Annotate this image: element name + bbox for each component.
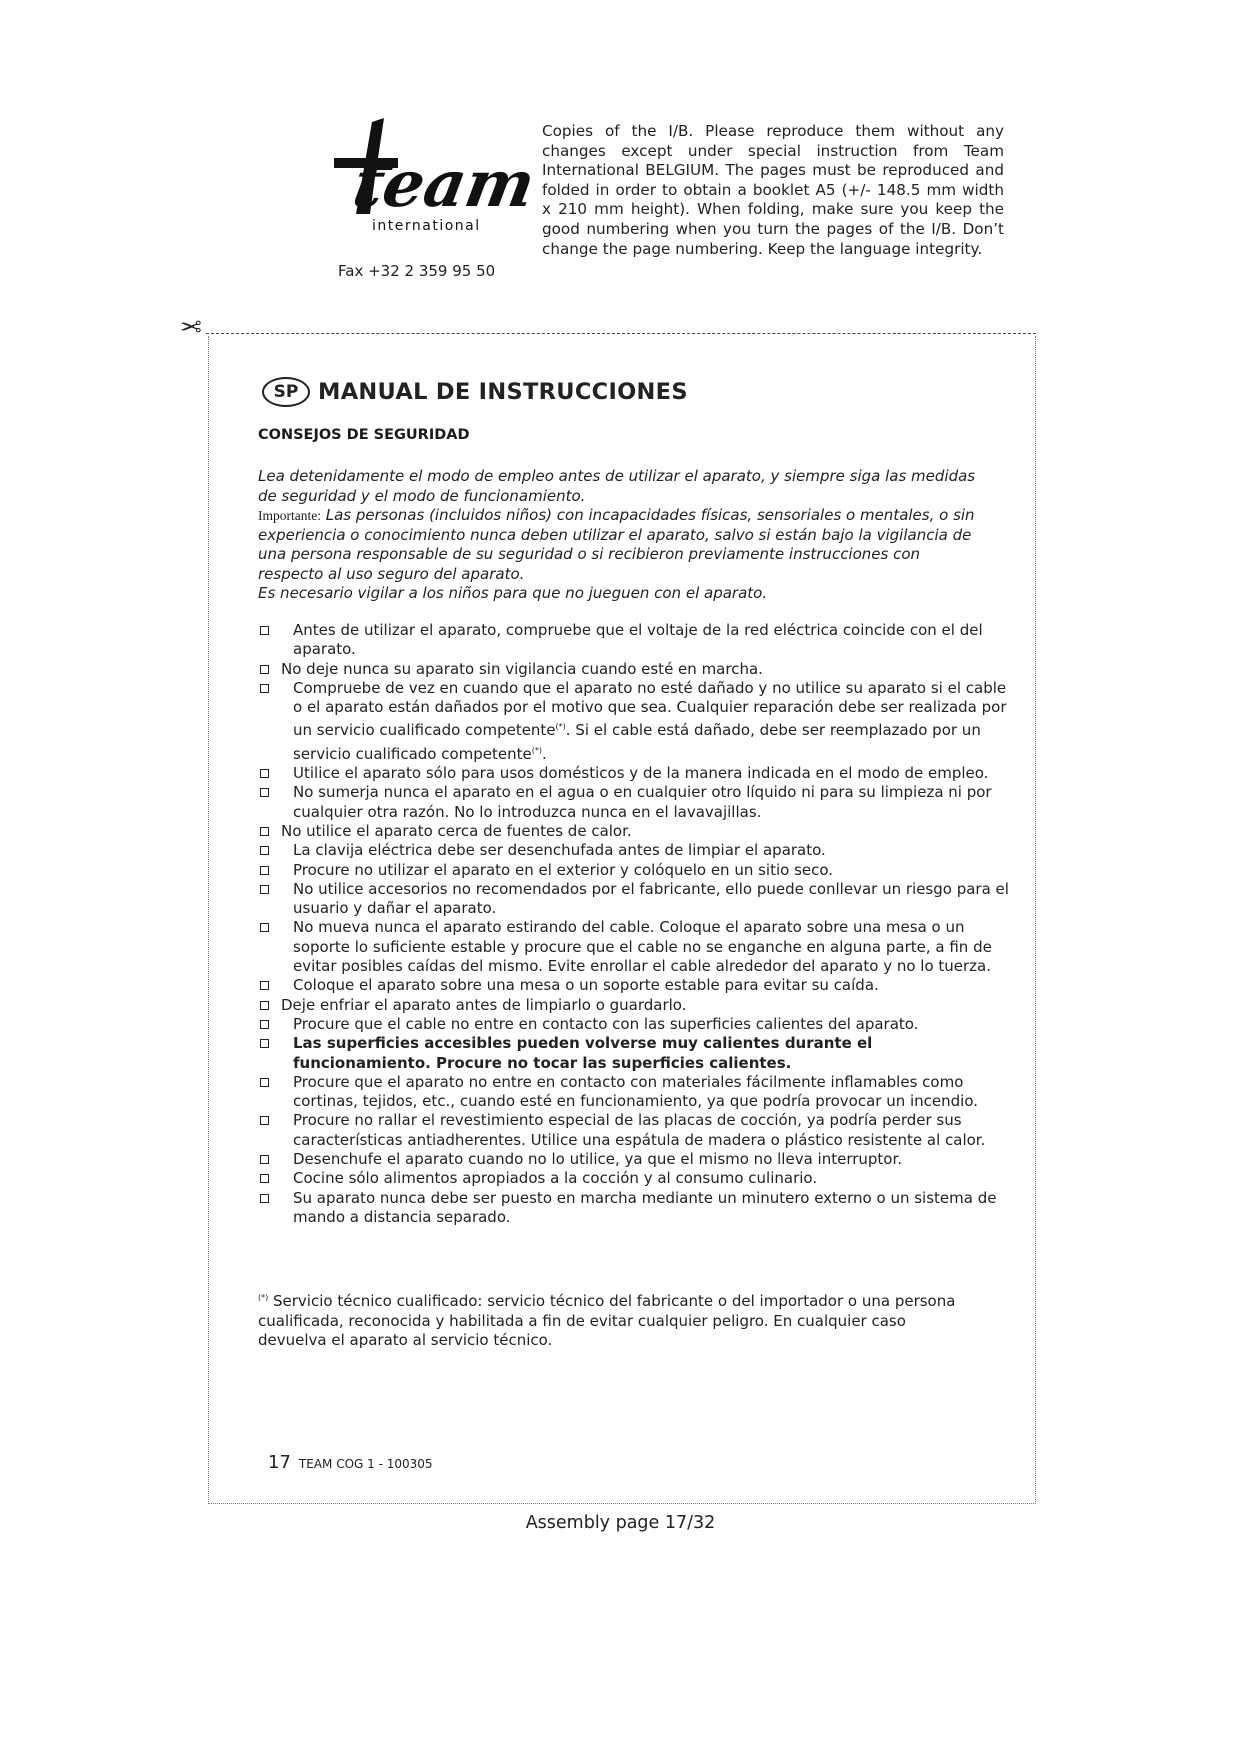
- list-item: Desenchufe el aparato cuando no lo utilice, ya que el mismo no lleva interruptor.: [260, 1150, 1012, 1169]
- checkbox-bullet-icon: [260, 846, 269, 855]
- list-item: Procure no utilizar el aparato en el exterior y colóquelo en un sitio seco.: [260, 861, 1012, 880]
- list-item: No utilice el aparato cerca de fuentes de calor.: [260, 822, 1012, 841]
- intro-paragraph-3: Es necesario vigilar a los niños para que no jueguen con el aparato.: [258, 584, 768, 602]
- checkbox-bullet-icon: [260, 1194, 269, 1203]
- team-international-logo: [326, 118, 541, 238]
- checkbox-bullet-icon: [260, 981, 269, 990]
- checkbox-bullet-icon: [260, 1078, 269, 1087]
- list-item: Procure que el aparato no entre en contacto con materiales fácilmente inflamables como cortinas, tejidos, etc., cuando esté en funcionamiento, ya que podría provocar un incendio.: [260, 1073, 1012, 1112]
- intro-paragraph-2: [258, 506, 978, 584]
- intro-text: [258, 467, 978, 604]
- checkbox-bullet-icon: [260, 827, 269, 836]
- checkbox-bullet-icon: [260, 923, 269, 932]
- list-item: Compruebe de vez en cuando que el aparato no esté dañado y no utilice su aparato si el cable o el aparato están dañados por el motivo que sea. Cualquier reparación debe ser realizada por un servicio cualificado competente(*). Si el cable está dañado, debe ser reemplazado por un servicio cualificado competente(*).: [260, 679, 1012, 764]
- list-item: Procure que el cable no entre en contacto con las superficies calientes del aparato.: [260, 1015, 1012, 1034]
- list-item: Las superficies accesibles pueden volverse muy calientes durante el funcionamiento. Procure no tocar las superficies calientes.: [260, 1034, 1012, 1073]
- list-item: Coloque el aparato sobre una mesa o un soporte estable para evitar su caída.: [260, 976, 1012, 995]
- section-heading: CONSEJOS DE SEGURIDAD: [258, 427, 470, 443]
- language-badge: SP: [262, 377, 310, 407]
- cut-line: [206, 333, 1036, 334]
- footnote: [258, 1288, 978, 1351]
- model-code: TEAM COG 1 - 100305: [298, 1457, 433, 1471]
- list-item: Procure no rallar el revestimiento especial de las placas de cocción, ya podría perder sus características antiadherentes. Utilice una espátula de madera o plástico resistente al calor.: [260, 1111, 1012, 1150]
- manual-title: MANUAL DE INSTRUCCIONES: [318, 379, 688, 405]
- list-item: Deje enfriar el aparato antes de limpiarlo o guardarlo.: [260, 996, 1012, 1015]
- checkbox-bullet-icon: [260, 1155, 269, 1164]
- checkbox-bullet-icon: [260, 1039, 269, 1048]
- list-item: No sumerja nunca el aparato en el agua o en cualquier otro líquido ni para su limpieza ni por cualquier otra razón. No lo introduzca nunca en el lavavajillas.: [260, 783, 1012, 822]
- footnote-text: Servicio técnico cualificado: servicio técnico del fabricante o del importador o una persona cualificada, reconocida y habilitada a fin de evitar cualquier peligro. En cualquier caso devuelva el aparato al servicio técnico.: [258, 1292, 956, 1349]
- list-item: No mueva nunca el aparato estirando del cable. Coloque el aparato sobre una mesa o un soporte lo suficiente estable y procure que el cable no se enganche en alguna parte, a fin de evitar posibles caídas del mismo. Evite enrollar el cable alrededor del aparato y no lo tuerza.: [260, 918, 1012, 976]
- list-item: Antes de utilizar el aparato, compruebe que el voltaje de la red eléctrica coincide con el del aparato.: [260, 621, 1012, 660]
- list-item: No deje nunca su aparato sin vigilancia cuando esté en marcha.: [260, 660, 1012, 679]
- checkbox-bullet-icon: [260, 626, 269, 635]
- list-item: Su aparato nunca debe ser puesto en marcha mediante un minutero externo o un sistema de mando a distancia separado.: [260, 1189, 1012, 1228]
- checkbox-bullet-icon: [260, 1001, 269, 1010]
- fax-number: Fax +32 2 359 95 50: [338, 262, 496, 280]
- checkbox-bullet-icon: [260, 1020, 269, 1029]
- list-item: La clavija eléctrica debe ser desenchufada antes de limpiar el aparato.: [260, 841, 1012, 860]
- checkbox-bullet-icon: [260, 1116, 269, 1125]
- intro-paragraph-1: Lea detenidamente el modo de empleo antes de utilizar el aparato, y siempre siga las medidas de seguridad y el modo de funcionamiento.: [258, 467, 976, 505]
- checkbox-bullet-icon: [260, 769, 269, 778]
- safety-list: [260, 621, 1012, 1227]
- list-item: Utilice el aparato sólo para usos domésticos y de la manera indicada en el modo de empleo.: [260, 764, 1012, 783]
- footnote-mark: (*): [555, 722, 566, 732]
- checkbox-bullet-icon: [260, 866, 269, 875]
- footnote-mark: (*): [531, 745, 543, 755]
- list-item: Cocine sólo alimentos apropiados a la cocción y al consumo culinario.: [260, 1169, 1012, 1188]
- checkbox-bullet-icon: [260, 885, 269, 894]
- logo-wordmark: team: [347, 146, 541, 222]
- important-text: Las personas (incluidos niños) con incapacidades físicas, sensoriales o mentales, o sin experiencia o conocimiento nunca deben utilizar el aparato, salvo si están bajo la vigilancia de una persona responsable de su seguridad o si recibieron previamente instrucciones con respecto al uso seguro del aparato.: [258, 506, 975, 583]
- assembly-page-label: Assembly page 17/32: [525, 1513, 716, 1533]
- checkbox-bullet-icon: [260, 788, 269, 797]
- list-item: No utilice accesorios no recomendados por el fabricante, ello puede conllevar un riesgo para el usuario y dañar el aparato.: [260, 880, 1012, 919]
- page-footer: [268, 1452, 433, 1473]
- scissors-icon: ✂: [180, 310, 202, 340]
- reproduction-note: Copies of the I/B. Please reproduce them without any changes except under special instruction from Team International BELGIUM. The pages must be reproduced and folded in order to obtain a booklet A5 (+/- 148.5 mm width x 210 mm height). When folding, make sure you keep the good numbering when you turn the pages of the I/B. Don’t change the page numbering. Keep the language integrity.: [542, 122, 1004, 258]
- checkbox-bullet-icon: [260, 1174, 269, 1183]
- logo-subword: international: [372, 218, 481, 234]
- manual-title-row: [262, 374, 688, 410]
- important-label: Importante:: [258, 508, 321, 523]
- footnote-mark: (*): [258, 1293, 269, 1302]
- checkbox-bullet-icon: [260, 684, 269, 693]
- checkbox-bullet-icon: [260, 665, 269, 674]
- page-number: 17: [268, 1452, 291, 1473]
